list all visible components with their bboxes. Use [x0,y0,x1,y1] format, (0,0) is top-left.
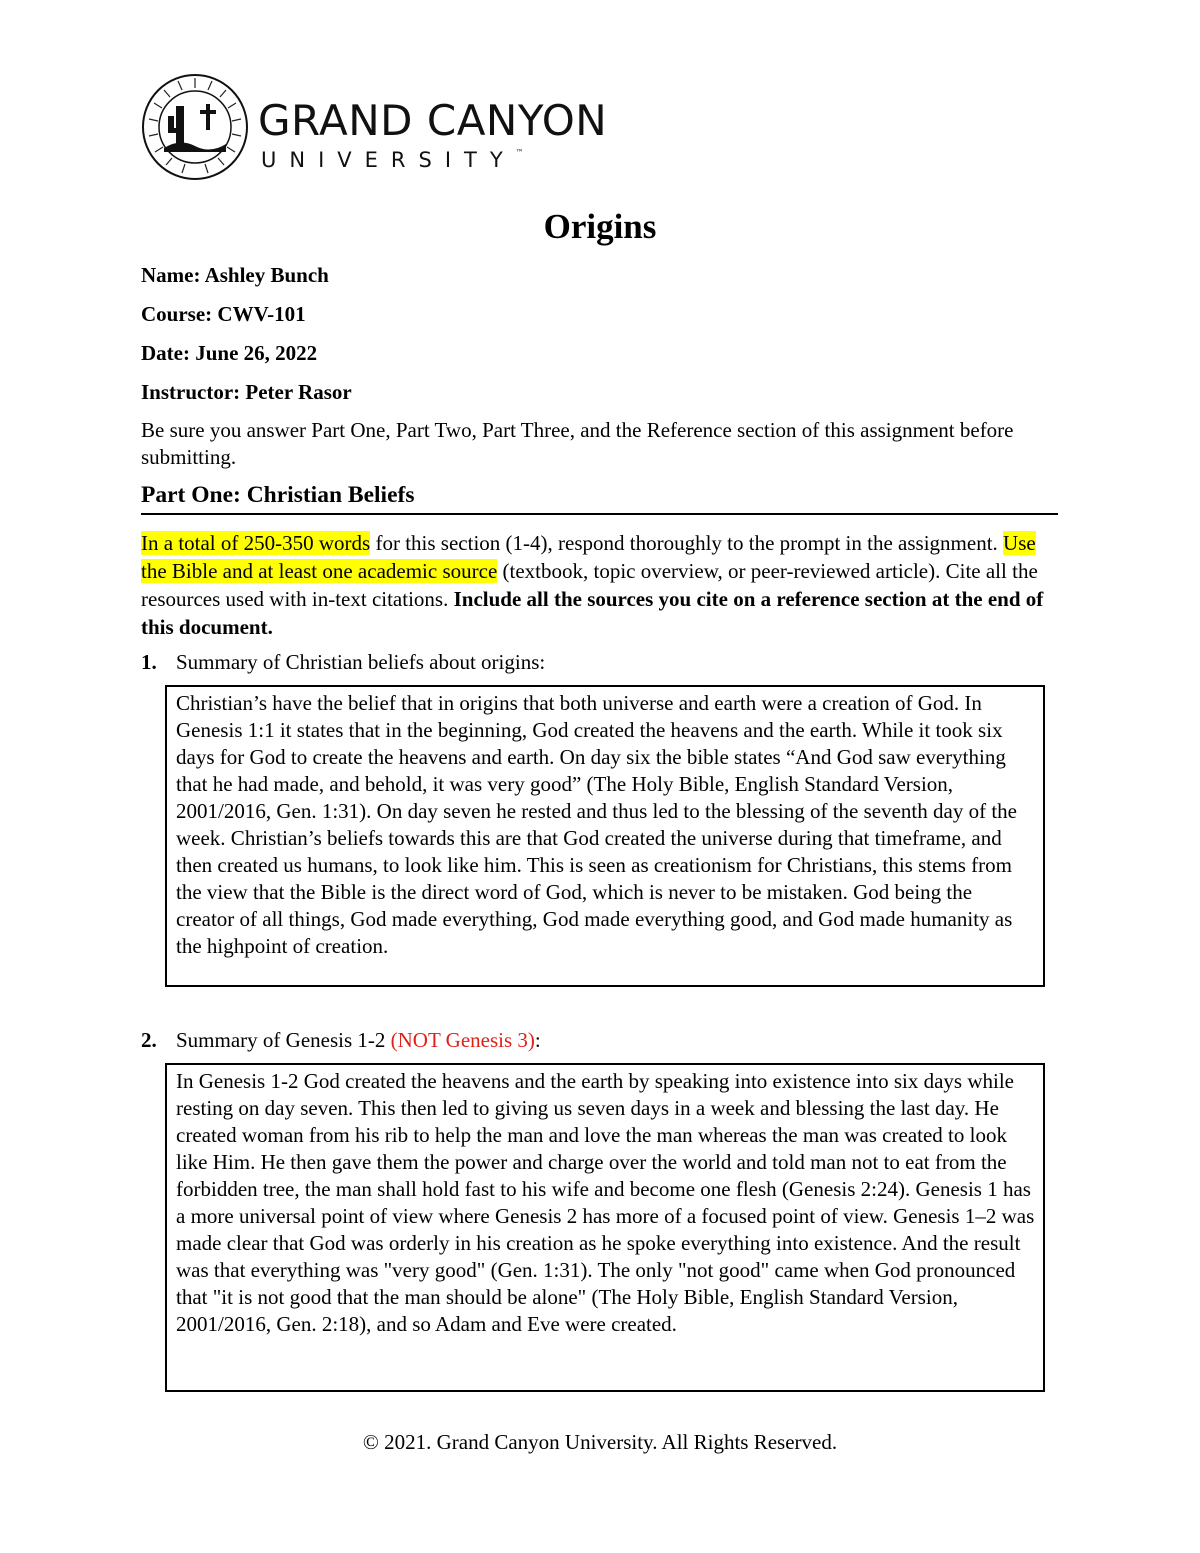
prompt-text-1: for this section (1-4), respond thoroughly to the prompt in the assignment. [370,531,1004,555]
university-seal-icon [140,72,250,182]
name-line [141,263,329,288]
question-2-label-warning: (NOT Genesis 3) [390,1028,535,1052]
copyright-footer: © 2021. Grand Canyon University. All Rights Reserved. [362,1430,838,1454]
date-label: Date: [141,341,190,365]
date-line [141,341,317,366]
part-one-prompt [141,529,1061,641]
question-1 [141,649,545,676]
course-label: Course: [141,302,213,326]
question-2 [141,1027,541,1054]
university-logo [140,72,640,192]
prompt-highlight-word-count: In a total of 250-350 words [141,531,371,555]
course-value: CWV-101 [217,302,306,326]
part-one-heading: Part One: Christian Beliefs [141,482,1058,515]
prompt-bold-instruction: Include all the sources you cite on a reference section at the end of this document. [141,587,1044,639]
name-value: Ashley Bunch [204,263,329,287]
name-label: Name: [141,263,201,287]
instructor-label: Instructor: [141,380,241,404]
question-1-label: Summary of Christian beliefs about origins: [176,650,546,674]
document-title: Origins [543,207,657,246]
instructions-text: Be sure you answer Part One, Part Two, Part Three, and the Reference section of this assignment before submitting. [141,418,1014,469]
prompt-text-2: (textbook, topic overview, or peer-reviewed article). Cite all the resources used with in-text citations. [141,559,1038,611]
answer-2-box[interactable]: In Genesis 1-2 God created the heavens and the earth by speaking into existence into six days while resting on day seven. This then led to giving us seven days in a week and blessing the last day. He created woman from his rib to help the man and love the man whereas the man was created to look like Him. He then gave them the power and charge over the world and told man not to eat from the forbidden tree, the man shall hold fast to his wife and become one flesh (Genesis 2:24). Genesis 1 has a more universal point of view where Genesis 2 has more of a focused point of view. Genesis 1–2 was made clear that God was orderly in his creation as he spoke everything into existence. And the result was that everything was "very good" (Gen. 1:31). The only "not good" came when God pronounced that "it is not good that the man should be alone" (The Holy Bible, English Standard Version, 2001/2016, Gen. 2:18), and so Adam and Eve were created. [165,1063,1045,1392]
question-2-label: Summary of Genesis 1-2 [176,1028,391,1052]
question-2-label-colon: : [534,1028,541,1052]
question-1-number: 1. [141,650,157,674]
question-2-number: 2. [141,1028,157,1052]
prompt-highlight-sources: Use the Bible and at least one academic source [141,531,1036,583]
logo-name-line1: GRAND CANYON [258,96,608,145]
instructor-value: Peter Rasor [245,380,352,404]
trademark-symbol: ™ [515,148,524,157]
date-value: June 26, 2022 [195,341,318,365]
logo-name-line2: UNIVERSITY [261,148,516,172]
course-line [141,302,306,327]
instructor-line [141,380,352,405]
answer-1-box[interactable]: Christian’s have the belief that in origins that both universe and earth were a creation of God. In Genesis 1:1 it states that in the beginning, God created the heavens and the earth. While it took six days for God to create the heavens and earth. On day six the bible states “And God saw everything that he had made, and behold, it was very good” (The Holy Bible, English Standard Version, 2001/2016, Gen. 1:31). On day seven he rested and thus led to the blessing of the seventh day of the week. Christian’s beliefs towards this are that God created the universe during that timeframe, and then created us humans, to look like him. This is seen as creationism for Christians, this stems from the view that the Bible is the direct word of God, which is never to be mistaken. God being the creator of all things, God made everything, God made everything good, and God made humanity as the highpoint of creation. [165,685,1045,987]
